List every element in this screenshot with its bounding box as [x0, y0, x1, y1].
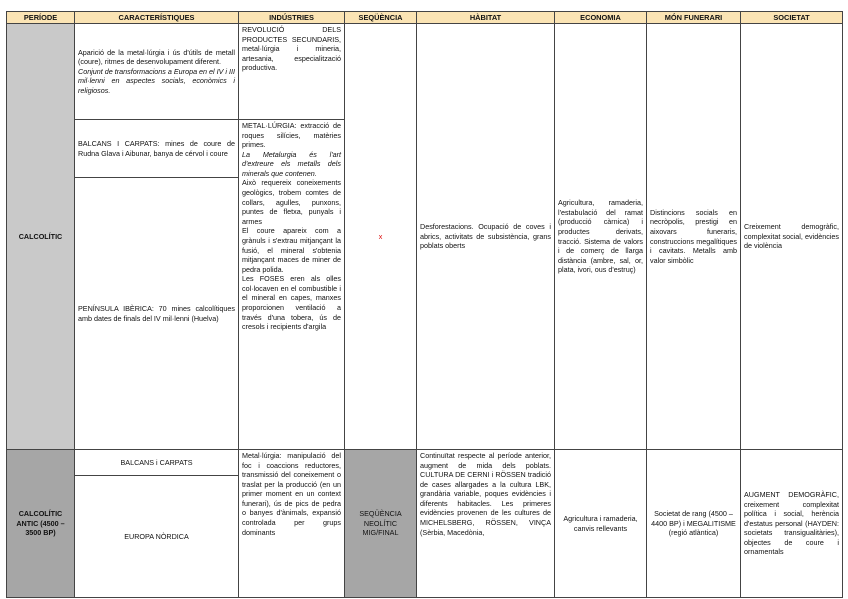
header-periode: PERÍODE — [7, 12, 75, 24]
header-caracteristiques: CARACTERÍSTIQUES — [75, 12, 239, 24]
header-row — [7, 12, 843, 24]
period-calcolitic: CALCOLÍTIC — [7, 24, 75, 450]
ind-text-b: Això requereix coneixements geològics, trobem comtes de collars, agulles, punxons, puntes de fletxa, punyals i armes — [242, 178, 341, 226]
ind-calcolitic-revolution: REVOLUCIÓ DELS PRODUCTES SECUNDARIS, metal·lúrgia i mineria, artesania, especialització productiva. — [239, 24, 345, 120]
ind-text-italic: La Metalurgia és l'art d'extreure els metalls dels minerals que contenen. — [242, 149, 341, 178]
table-row — [7, 24, 843, 120]
header-economia: ECONOMIA — [555, 12, 647, 24]
sequence-antic: SEQÜÈNCIA NEOLÍTIC MIG/FINAL — [345, 450, 417, 598]
ind-calcolitic-metallurgy — [239, 120, 345, 450]
header-industries: INDÚSTRIES — [239, 12, 345, 24]
header-sequencia: SEQÜÈNCIA — [345, 12, 417, 24]
sequence-calcolitic: x — [345, 24, 417, 450]
ind-text-a: METAL·LÚRGIA: extracció de roques silícies, matèries primes. — [242, 121, 341, 150]
char-calcolitic-iberica: PENÍNSULA IBÈRICA: 70 mines calcolítiques amb dates de finals del IV mil·lenni (Huelva) — [75, 178, 239, 450]
prehistory-table — [6, 11, 843, 598]
char-antic-nordica: EUROPA NÒRDICA — [75, 476, 239, 598]
ind-antic-metallurgy: Metal·lúrgia: manipulació del foc i coaccions reductores, transmissió del coneixement o traslat per la producció (en un primer moment en un context funerari), ús de pics de pedra o banyes d'ànimals, expansió controlada per grups dominants — [239, 450, 345, 598]
funerary-calcolitic: Distincions socials en necròpolis, prestigi en aixovars funeraris, construccions megalítiques i cavitats. Metalls amb valor simbòlic — [647, 24, 741, 450]
habitat-antic: Continuïtat respecte al període anterior, augment de mida dels poblats. CULTURA DE CERNI i RÖSSEN tradició de cases allargades a la cultura LBK, grandària variable, poques evidències i diferents habitacles. Les primeres evidències provenen de les cultures de MICHELSBERG, RÖSSEN, VINÇA (Sèrbia, Macedònia, — [417, 450, 555, 598]
society-calcolitic: Creixement demogràfic, complexitat social, evidències de violència — [741, 24, 843, 450]
economy-antic: Agricultura i ramaderia, canvis rellevants — [555, 450, 647, 598]
header-habitat: HÀBITAT — [417, 12, 555, 24]
header-societat: SOCIETAT — [741, 12, 843, 24]
char-italic: Conjunt de transformacions a Europa en el IV i III mil·lenni en aspectes socials, econòmics i religiosos. — [78, 66, 236, 95]
society-antic: AUGMENT DEMOGRÀFIC, creixement complexitat política i social, herència d'estatus personal (HAYDEN: societats transigualitàries), objectes de coure i ornamentals — [741, 450, 843, 598]
char-calcolitic-balcans: BALCANS I CARPATS: mines de coure de Rudna Glava i Aibunar, banya de cérvol i coure — [75, 120, 239, 178]
economy-calcolitic: Agricultura, ramaderia, l'estabulació del ramat (producció càrnica) i productes derivats, tracció. Sistema de valors i de comerç de llarga distància (ambre, sal, or, plata, ivori, ous d'estruç) — [555, 24, 647, 450]
ind-text-c: El coure apareix com a grànuls i s'extrau mitjançant la fusió, el mineral s'obtenia mitjançant maces de miner de pedra polida. — [242, 226, 341, 274]
funerary-antic: Societat de rang (4500 – 4400 BP) i MEGALITISME (regió atlàntica) — [647, 450, 741, 598]
char-antic-balcans: BALCANS i CARPATS — [75, 450, 239, 476]
period-calcolitic-antic: CALCOLÍTIC ANTIC (4500 – 3500 BP) — [7, 450, 75, 598]
table-row — [7, 450, 843, 476]
char-plain: Aparició de la metal·lúrgia i ús d'útils de metall (coure), ritmes de desenvolupament diferent. — [78, 47, 235, 67]
habitat-calcolitic: Desforestacions. Ocupació de coves i abrics, activitats de subsistència, grans poblats oberts — [417, 24, 555, 450]
char-calcolitic-general — [75, 24, 239, 120]
ind-text-d: Les FOSES eren als olles col·locaven en el combustible i el mineral en capes, manxes proporcionen ventilació a través d'una tobera, ús de cresols i recipients d'argila — [242, 274, 341, 332]
header-mon-funerari: MÓN FUNERARI — [647, 12, 741, 24]
